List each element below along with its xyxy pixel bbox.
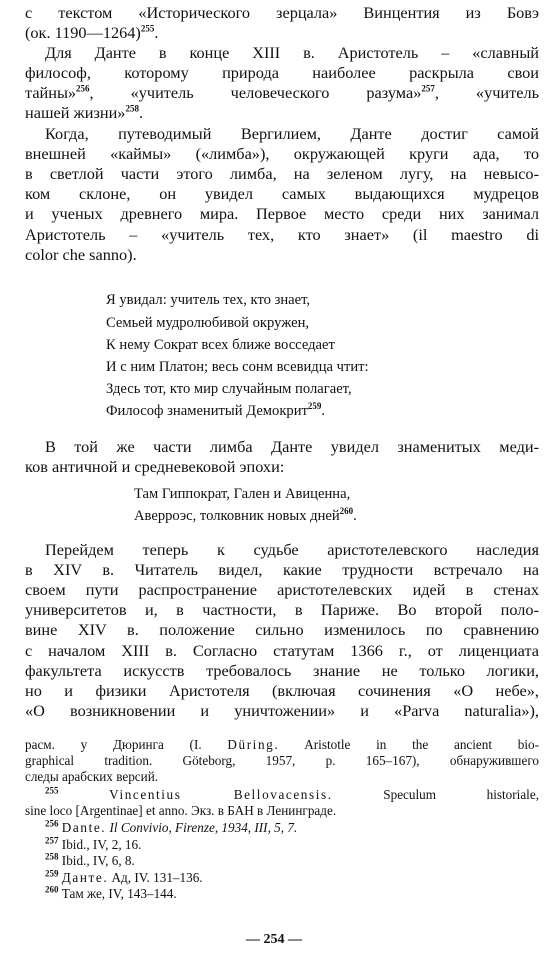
footnote-256: $^{256}$ Dante. Il Convivio, Firenze, 1934, III, 5, 7.: [45, 818, 298, 835]
body-line: Перейдем теперь к судьбе аристотелевского наследия: [45, 540, 539, 559]
verse-line: Философ знаменитый Демокрит$^{259}$.: [106, 401, 326, 419]
body-line: Аристотель – «учитель тех, кто знает» (il maestro di: [25, 225, 539, 244]
verse-line: Там Гиппократ, Гален и Авиценна,: [134, 486, 351, 502]
body-line: и ученых древнего мира. Первое место среди них занимал: [25, 204, 539, 223]
footnote-ref[interactable]: 257: [421, 83, 435, 94]
footnote-ref[interactable]: 258: [125, 103, 139, 114]
footnote-number: 258: [45, 851, 59, 862]
body-line: университетов и, в частности, в Париже. Во второй поло-: [25, 600, 539, 619]
footnote-number: 256: [45, 818, 59, 829]
body-line: ком склоне, он увидел самых выдающихся мудрецов: [25, 184, 539, 203]
body-line: факультета искусств требовалось знание не только логики,: [25, 661, 539, 680]
footnote-258: $^{258}$ Ibid., IV, 6, 8.: [45, 851, 135, 868]
body-line: Для Данте в конце XIII в. Аристотель – «славный: [45, 43, 539, 62]
verse-line: Семьей мудролюбивой окружен,: [106, 315, 310, 331]
verse-line: Я увидал: учитель тех, кто знает,: [106, 292, 311, 308]
body-line: философ, которому природа наиболее раскрыла свои: [25, 63, 539, 82]
body-line: тайны»$^{256}$, «учитель человеческого разума»$^{257}$, «учитель: [25, 83, 540, 102]
footnote-number: 255: [45, 785, 59, 796]
footnote-260: $^{260}$ Там же, IV, 143–144.: [45, 884, 177, 901]
body-line: с текстом «Исторического зерцала» Винцентия из Бовэ: [25, 3, 539, 22]
body-line: color che sanno).: [25, 245, 137, 264]
verse-line: Аверроэс, толковник новых дней$^{260}$.: [134, 506, 357, 524]
verse-line: Здесь тот, кто мир случайным полагает,: [106, 381, 352, 397]
footnote-ref[interactable]: 259: [307, 401, 322, 412]
footnote-ref[interactable]: 260: [339, 506, 354, 517]
body-line: в светлой части этого лимба, на зеленом лугу, на невысо-: [25, 164, 539, 183]
page-number: — 254 —: [246, 932, 302, 947]
body-line: (ок. 1190—1264)$^{255}$.: [25, 23, 159, 42]
body-line: В той же части лимба Данте увидел знаменитых меди-: [45, 437, 539, 456]
verse-line: К нему Сократ всех ближе восседает: [106, 337, 335, 353]
body-line: Когда, путеводимый Вергилием, Данте достиг самой: [45, 124, 539, 143]
body-line: «О возникновении и уничтожении» и «Parva naturalia»),: [25, 701, 539, 720]
footnote-line: расм. у Дюринга (I. Düring. Aristotle in the ancient bio-: [25, 737, 540, 752]
footnote-number: 260: [45, 884, 59, 895]
body-line: с началом XIII в. Согласно статутам 1366 г., от лиценциата: [25, 641, 539, 660]
footnote-255: $^{255}$ Vincentius Bellovacensis. Speculum historiale,: [45, 785, 540, 802]
footnote-257: $^{257}$ Ibid., IV, 2, 16.: [45, 835, 142, 852]
body-line: ков античной и средневековой эпохи:: [25, 457, 285, 476]
body-line: внешней «каймы» («лимба»), окружающей круги ада, то: [25, 144, 539, 163]
footnote-number: 257: [45, 835, 59, 846]
footnote-ref[interactable]: 256: [76, 83, 90, 94]
body-line: в XIV в. Читатель видел, какие трудности встречало на: [25, 560, 539, 579]
footnote-259: $^{259}$ Данте. Ад, IV. 131–136.: [45, 868, 203, 885]
body-line: вине XIV в. положение сильно изменилось по сравнению: [25, 620, 539, 639]
footnote-line: graphical tradition. Göteborg, 1957, p. 165–167), обнаружившего: [25, 753, 539, 768]
footnote-line: sine loco [Argentinae] et anno. Экз. в БАН в Ленинграде.: [25, 803, 337, 818]
body-line: но и физики Аристотеля (включая сочинения «О небе»,: [25, 681, 539, 700]
body-line: своем пути распространение аристотелевских идей в стенах: [25, 580, 539, 599]
footnote-number: 259: [45, 868, 59, 879]
footnote-line: следы арабских версий.: [25, 769, 159, 784]
body-line: нашей жизни»$^{258}$.: [25, 103, 144, 122]
footnote-ref[interactable]: 255: [140, 23, 155, 34]
verse-line: И с ним Платон; весь сонм всевидца чтит:: [106, 359, 369, 375]
